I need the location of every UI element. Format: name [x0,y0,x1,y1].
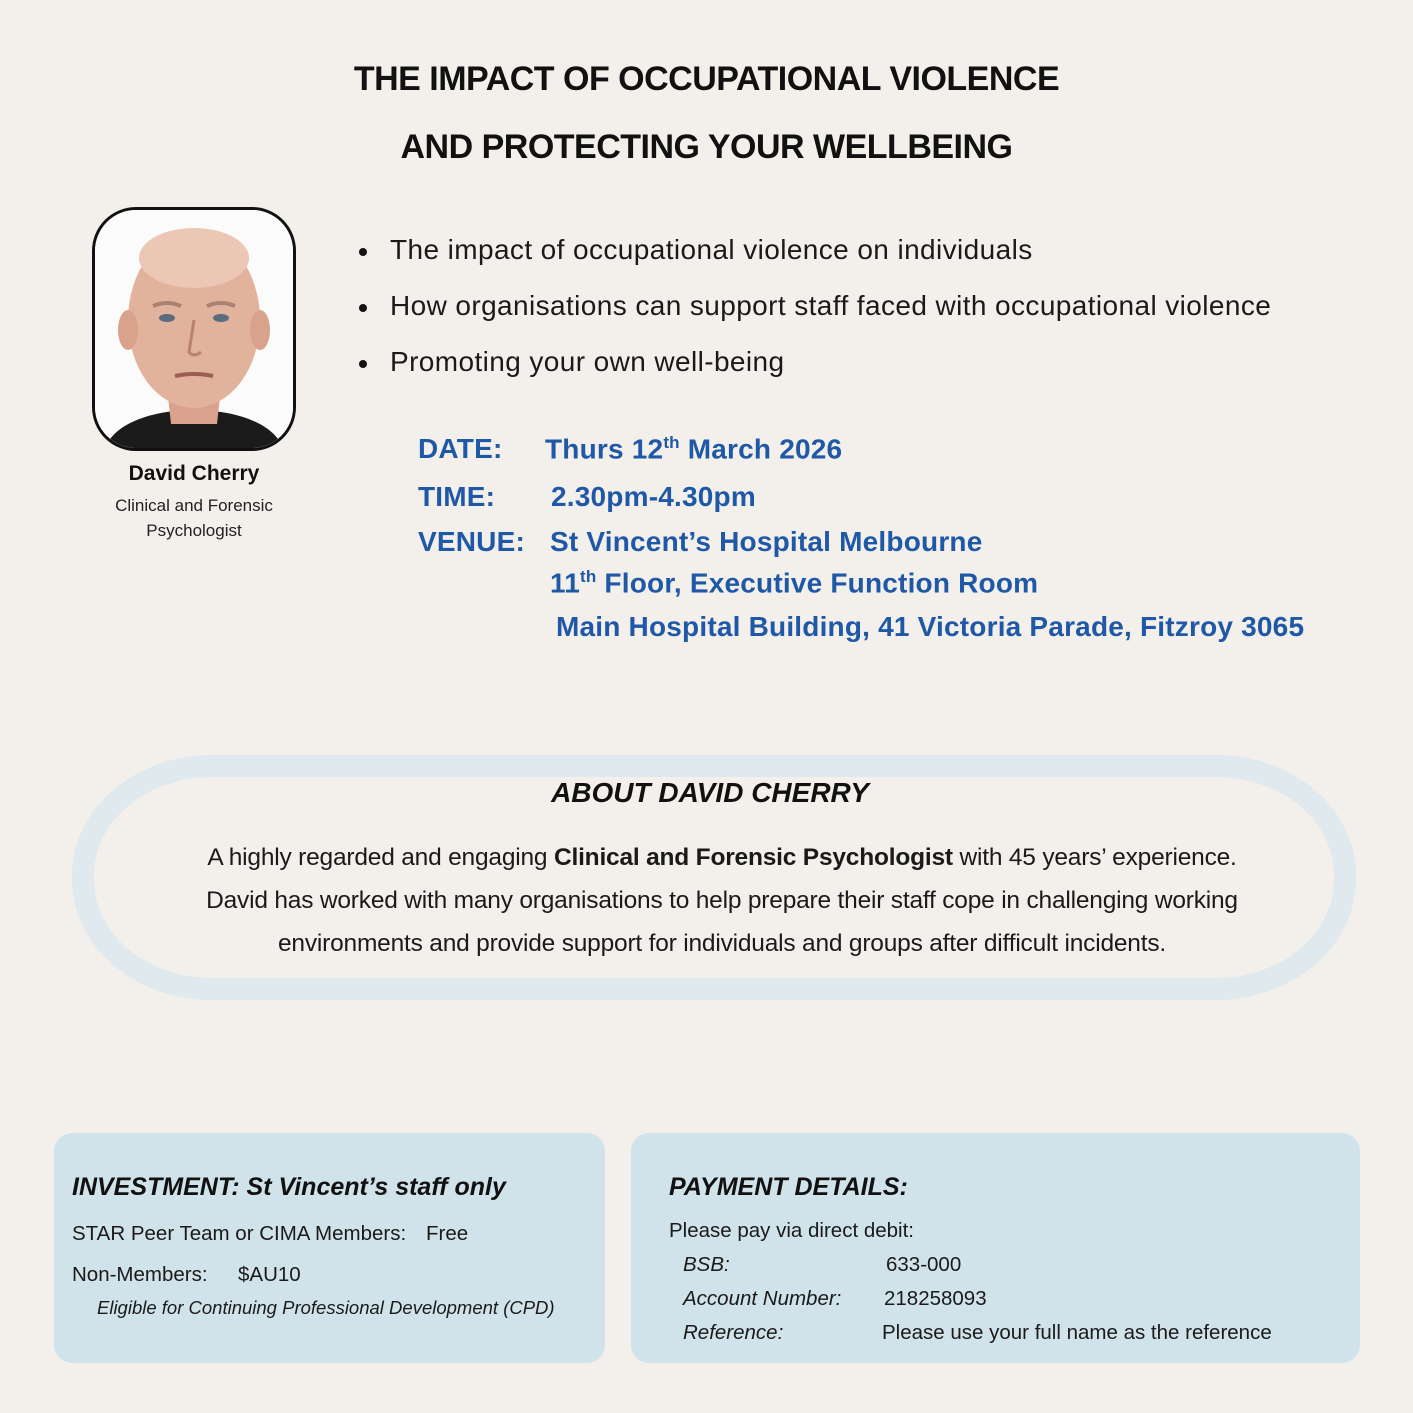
reference-label: Reference: [683,1321,784,1344]
venue-label: VENUE: [418,526,525,557]
about-title: ABOUT DAVID CHERRY [551,777,869,808]
account-label: Account Number: [683,1287,842,1310]
speaker-portrait-image [95,210,293,448]
members-label: STAR Peer Team or CIMA Members: [72,1222,407,1245]
venue-line-1: St Vincent’s Hospital Melbourne [550,526,983,557]
investment-card [54,1133,605,1363]
time-label: TIME: [418,481,496,512]
time-value: 2.30pm-4.30pm [551,481,756,512]
account-value: 218258093 [884,1287,987,1310]
nonmembers-label: Non-Members: [72,1263,208,1286]
investment-title: INVESTMENT: St Vincent’s staff only [72,1173,506,1201]
page-title-line-2: AND PROTECTING YOUR WELLBEING [400,128,1013,166]
reference-value: Please use your full name as the reference [882,1321,1272,1344]
about-line-1: A highly regarded and engaging Clinical and Forensic Psychologist with 45 years’ experience. [207,844,1237,871]
about-line-2: David has worked with many organisations to help prepare their staff cope in challenging working [206,887,1238,914]
topic-item: The impact of occupational violence on individuals [356,228,1271,284]
speaker-photo [92,207,296,451]
venue-line-2: 11th Floor, Executive Function Room [550,567,1039,599]
date-label: DATE: [418,433,503,464]
bsb-value: 633-000 [886,1253,962,1276]
page-title-line-1: THE IMPACT OF OCCUPATIONAL VIOLENCE [353,60,1060,98]
speaker-role: Clinical and Forensic Psychologist [115,496,273,540]
cpd-note: Eligible for Continuing Professional Development (CPD) [97,1297,555,1318]
topic-list [356,228,1271,396]
nonmembers-price: $AU10 [238,1263,301,1286]
members-price: Free [426,1222,469,1245]
payment-instruction: Please pay via direct debit: [669,1219,914,1242]
about-line-3: environments and provide support for individuals and groups after difficult incidents. [277,930,1166,957]
speaker-name: David Cherry [128,462,260,485]
venue-line-3: Main Hospital Building, 41 Victoria Parade, Fitzroy 3065 [556,611,1305,642]
payment-title: PAYMENT DETAILS: [669,1173,908,1201]
date-value: Thurs 12th March 2026 [545,433,843,465]
about-text [150,836,1294,965]
topic-item: Promoting your own well-being [356,340,1271,396]
payment-card [631,1133,1360,1363]
topic-item: How organisations can support staff faced with occupational violence [356,284,1271,340]
bsb-label: BSB: [683,1253,730,1276]
